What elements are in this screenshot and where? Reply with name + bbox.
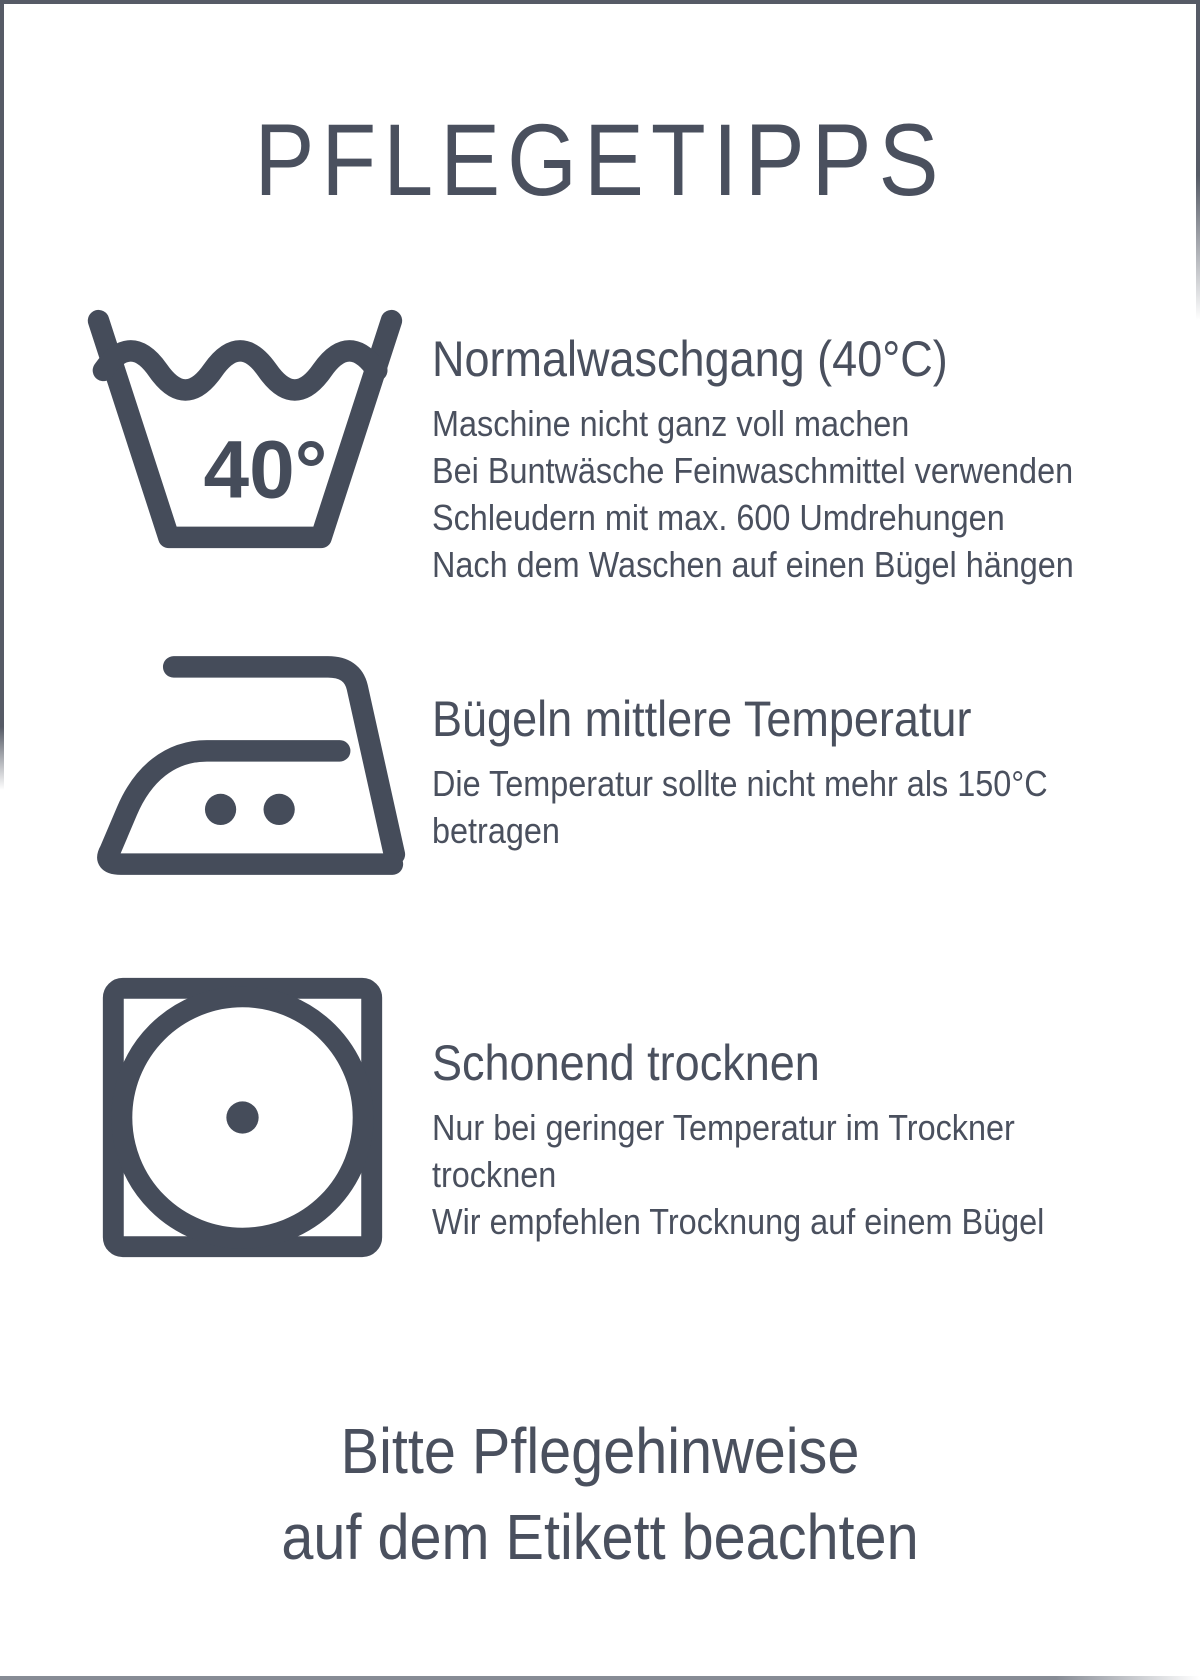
iron-section-text: [432, 692, 1116, 854]
dry-line: trocknen: [432, 1154, 557, 1195]
frame-bottom-border: [0, 1676, 1200, 1680]
iron-line: Die Temperatur sollte nicht mehr als 150°C: [432, 763, 1048, 804]
footer-line: auf dem Etikett beachten: [281, 1501, 919, 1573]
dry-heading: Schonend trocknen: [432, 1035, 820, 1091]
wash-temperature-label: 40°: [203, 424, 328, 516]
dry-line: Wir empfehlen Trocknung auf einem Bügel: [432, 1201, 1045, 1242]
wash-section-text: [432, 332, 1116, 588]
page-title: PFLEGETIPPS: [254, 103, 946, 217]
dry-section-text: [432, 1036, 1116, 1245]
dry-line: Nur bei geringer Temperatur im Trockner: [432, 1107, 1015, 1148]
footer-line: Bitte Pflegehinweise: [340, 1415, 860, 1487]
iron-line: betragen: [432, 810, 560, 851]
wash-40-icon: [78, 306, 410, 553]
iron-medium-temperature-icon: [78, 645, 410, 885]
wash-line: Maschine nicht ganz voll machen: [432, 403, 910, 444]
iron-heading: Bügeln mittlere Temperatur: [432, 691, 972, 747]
footer-note: [60, 1408, 1140, 1580]
frame-left-border: [0, 0, 4, 790]
tumble-dry-gentle-icon: [100, 975, 385, 1260]
frame-top-border: [0, 0, 1200, 4]
frame-right-border: [1196, 0, 1200, 320]
wash-line: Nach dem Waschen auf einen Bügel hängen: [432, 544, 1074, 585]
wash-line: Bei Buntwäsche Feinwaschmittel verwenden: [432, 450, 1074, 491]
wash-line: Schleudern mit max. 600 Umdrehungen: [432, 497, 1005, 538]
wash-heading: Normalwaschgang (40°C): [432, 331, 948, 387]
